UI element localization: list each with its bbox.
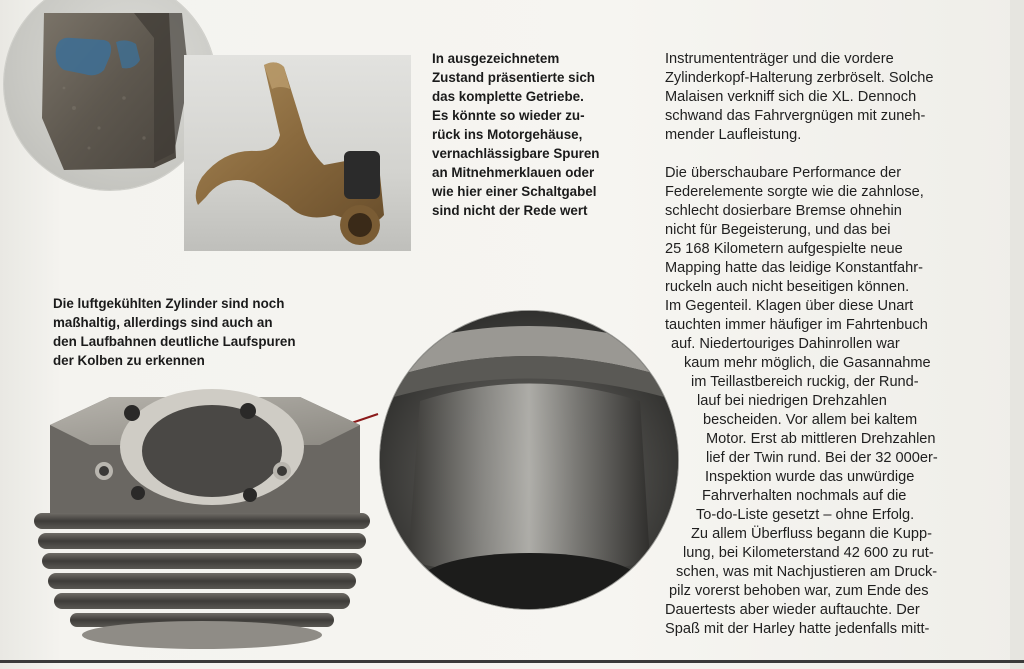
caption-line: sind nicht der Rede wert bbox=[432, 203, 588, 218]
article-line: Motor. Erst ab mittleren Drehzahlen bbox=[706, 431, 936, 447]
article-line: Die überschaubare Performance der bbox=[665, 165, 902, 181]
article-line: auf. Niedertouriges Dahinrollen war bbox=[671, 336, 900, 352]
caption-line: das komplette Getriebe. bbox=[432, 89, 584, 104]
caption-line: den Laufbahnen deutliche Laufspuren bbox=[53, 334, 296, 349]
article-line: ruckeln auch nicht beseitigen können. bbox=[665, 279, 910, 295]
article-line: tauchten immer häufiger im Fahrtenbuch bbox=[665, 317, 928, 333]
caption-line: vernachlässigbare Spuren bbox=[432, 146, 600, 161]
article-line: Zylinderkopf-Halterung zerbröselt. Solche bbox=[665, 70, 934, 86]
cylinder-caption bbox=[53, 294, 296, 370]
article-line: mender Laufleistung. bbox=[665, 127, 802, 143]
cylinder-bore-zoom-image bbox=[380, 311, 678, 609]
article-line: Federelemente sorgte wie die zahnlose, bbox=[665, 184, 924, 200]
article-line: Im Gegenteil. Klagen über diese Unart bbox=[665, 298, 914, 314]
article-line: schlecht dosierbare Bremse ohnehin bbox=[665, 203, 902, 219]
article-line: lauf bei niedrigen Drehzahlen bbox=[697, 393, 887, 409]
caption-line: In ausgezeichnetem bbox=[432, 51, 560, 66]
article-line: pilz vorerst behoben war, zum Ende des bbox=[669, 583, 929, 599]
article-line: To-do-Liste gesetzt – ohne Erfolg. bbox=[696, 507, 915, 523]
article-line: schwand das Fahrvergnügen mit zuneh- bbox=[665, 108, 926, 124]
article-line: nicht für Begeisterung, und das bei bbox=[665, 222, 891, 238]
article-line: lung, bei Kilometerstand 42 600 zu rut- bbox=[683, 545, 934, 561]
caption-line: rück ins Motorgehäuse, bbox=[432, 127, 583, 142]
article-line: Inspektion wurde das unwürdige bbox=[705, 469, 915, 485]
article-line: schen, was mit Nachjustieren am Druck- bbox=[676, 564, 938, 580]
article-line: Mapping hatte das leidige Konstantfahr- bbox=[665, 260, 923, 276]
caption-line: Die luftgekühlten Zylinder sind noch bbox=[53, 296, 285, 311]
article-line: Malaisen verkniff sich die XL. Dennoch bbox=[665, 89, 917, 105]
cylinder-photo bbox=[20, 385, 380, 655]
caption-line: der Kolben zu erkennen bbox=[53, 353, 205, 368]
article-line: bescheiden. Vor allem bei kaltem bbox=[703, 412, 918, 428]
caption-line: an Mitnehmerklauen oder bbox=[432, 165, 595, 180]
article-line: im Teillastbereich ruckig, der Rund- bbox=[691, 374, 919, 390]
article-line: Fahrverhalten nochmals auf die bbox=[702, 488, 907, 504]
article-line: 25 168 Kilometern aufgespielte neue bbox=[665, 241, 903, 257]
shift-fork-photo bbox=[184, 55, 411, 251]
article-line: kaum mehr möglich, die Gasannahme bbox=[684, 355, 931, 371]
caption-line: Zustand präsentierte sich bbox=[432, 70, 595, 85]
article-line: Instrumententräger und die vordere bbox=[665, 51, 894, 67]
article-line: lief der Twin rund. Bei der 32 000er- bbox=[706, 450, 938, 466]
article-line: Zu allem Überfluss begann die Kupp- bbox=[691, 526, 932, 542]
article-line: Spaß mit der Harley hatte jedenfalls mitt- bbox=[665, 621, 930, 637]
page-bottom-rule bbox=[0, 660, 1024, 663]
caption-line: Es könnte so wieder zu- bbox=[432, 108, 585, 123]
gearbox-caption bbox=[432, 49, 599, 220]
article-line: Dauertests aber wieder auftauchte. Der bbox=[665, 602, 920, 618]
caption-line: maßhaltig, allerdings sind auch an bbox=[53, 315, 273, 330]
caption-line: wie hier einer Schaltgabel bbox=[432, 184, 597, 199]
